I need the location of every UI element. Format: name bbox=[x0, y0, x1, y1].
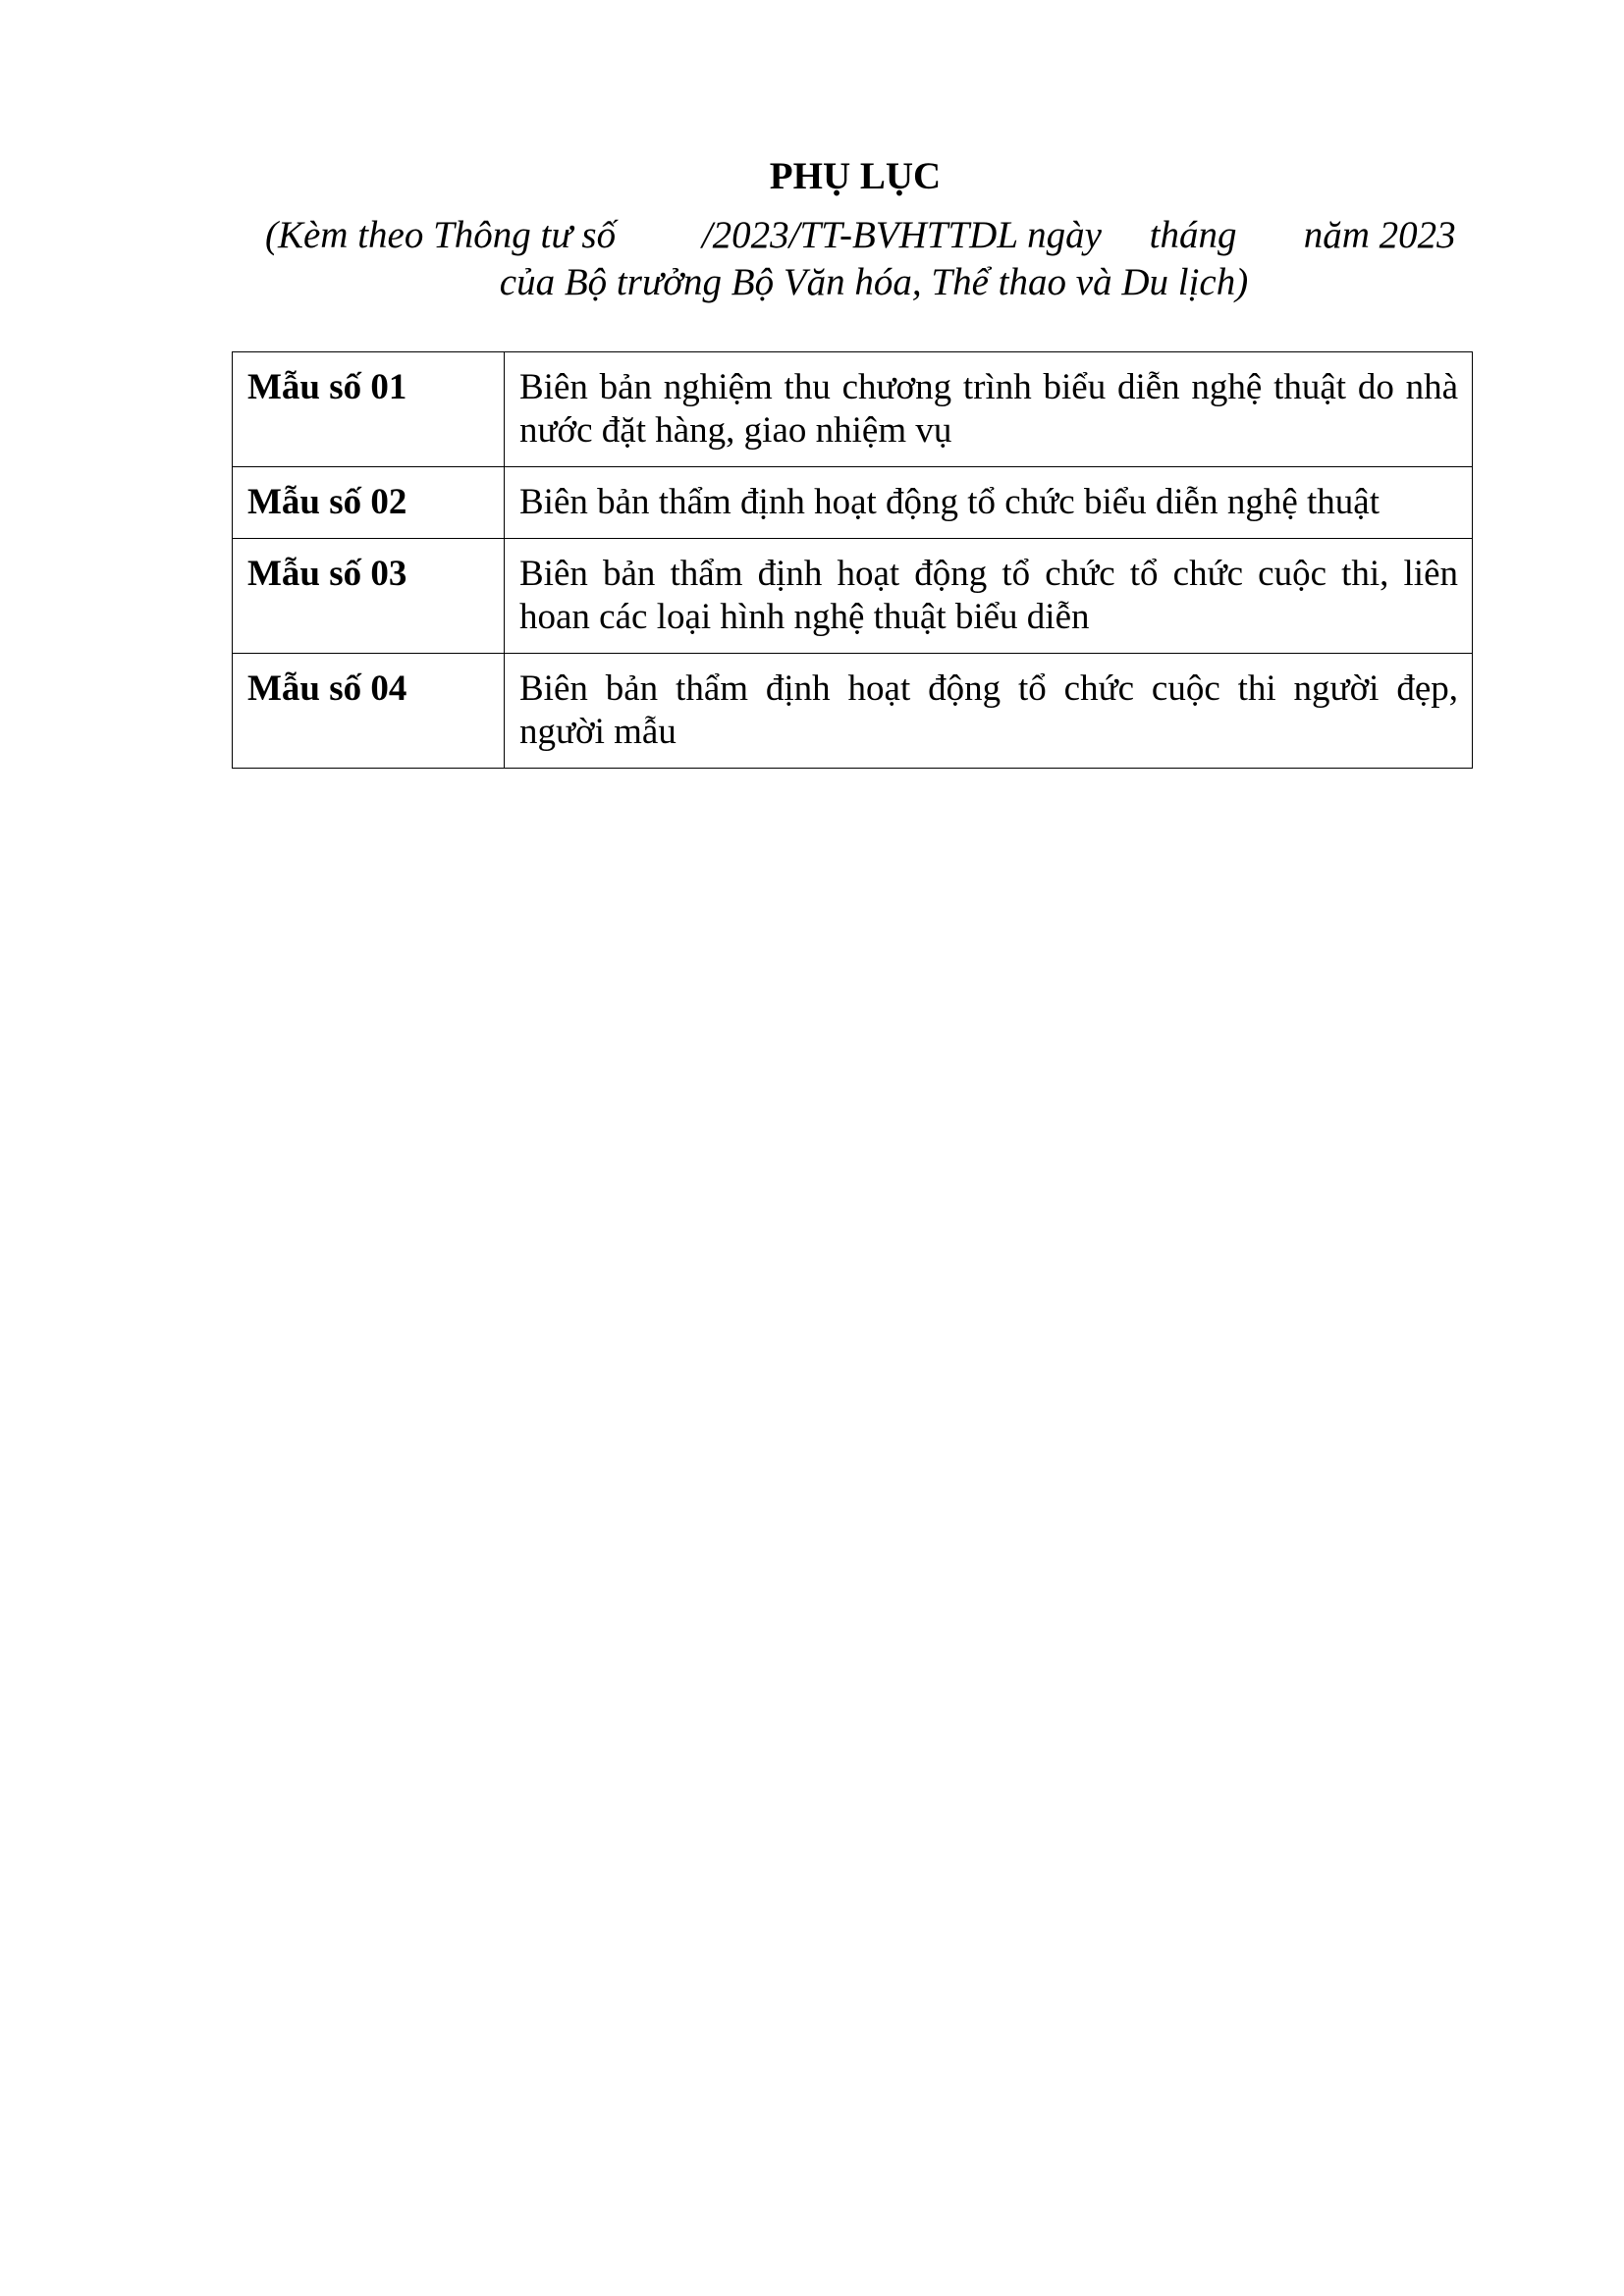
table-row bbox=[233, 352, 1473, 467]
form-code-cell: Mẫu số 02 bbox=[233, 467, 505, 539]
table-row bbox=[233, 467, 1473, 539]
subtitle-line-2: của Bộ trưởng Bộ Văn hóa, Thể thao và Du lịch) bbox=[499, 261, 1249, 303]
form-description-cell: Biên bản nghiệm thu chương trình biểu diễn nghệ thuật do nhà nước đặt hàng, giao nhiệm vụ bbox=[505, 352, 1473, 467]
form-description-cell: Biên bản thẩm định hoạt động tổ chức cuộc thi người đẹp, người mẫu bbox=[505, 654, 1473, 769]
form-code-cell: Mẫu số 04 bbox=[233, 654, 505, 769]
form-description-cell: Biên bản thẩm định hoạt động tổ chức biểu diễn nghệ thuật bbox=[505, 467, 1473, 539]
table-row bbox=[233, 654, 1473, 769]
table-row bbox=[233, 539, 1473, 654]
appendix-title: PHỤ LỤC bbox=[769, 155, 942, 197]
appendix-subtitle bbox=[265, 212, 1456, 306]
form-description-cell: Biên bản thẩm định hoạt động tổ chức tổ chức cuộc thi, liên hoan các loại hình nghệ thuật biểu diễn bbox=[505, 539, 1473, 654]
form-code-cell: Mẫu số 03 bbox=[233, 539, 505, 654]
subtitle-line-1: (Kèm theo Thông tư số /2023/TT-BVHTTDL ngày tháng năm 2023 bbox=[265, 214, 1456, 256]
form-list-table bbox=[232, 351, 1473, 769]
form-code-cell: Mẫu số 01 bbox=[233, 352, 505, 467]
